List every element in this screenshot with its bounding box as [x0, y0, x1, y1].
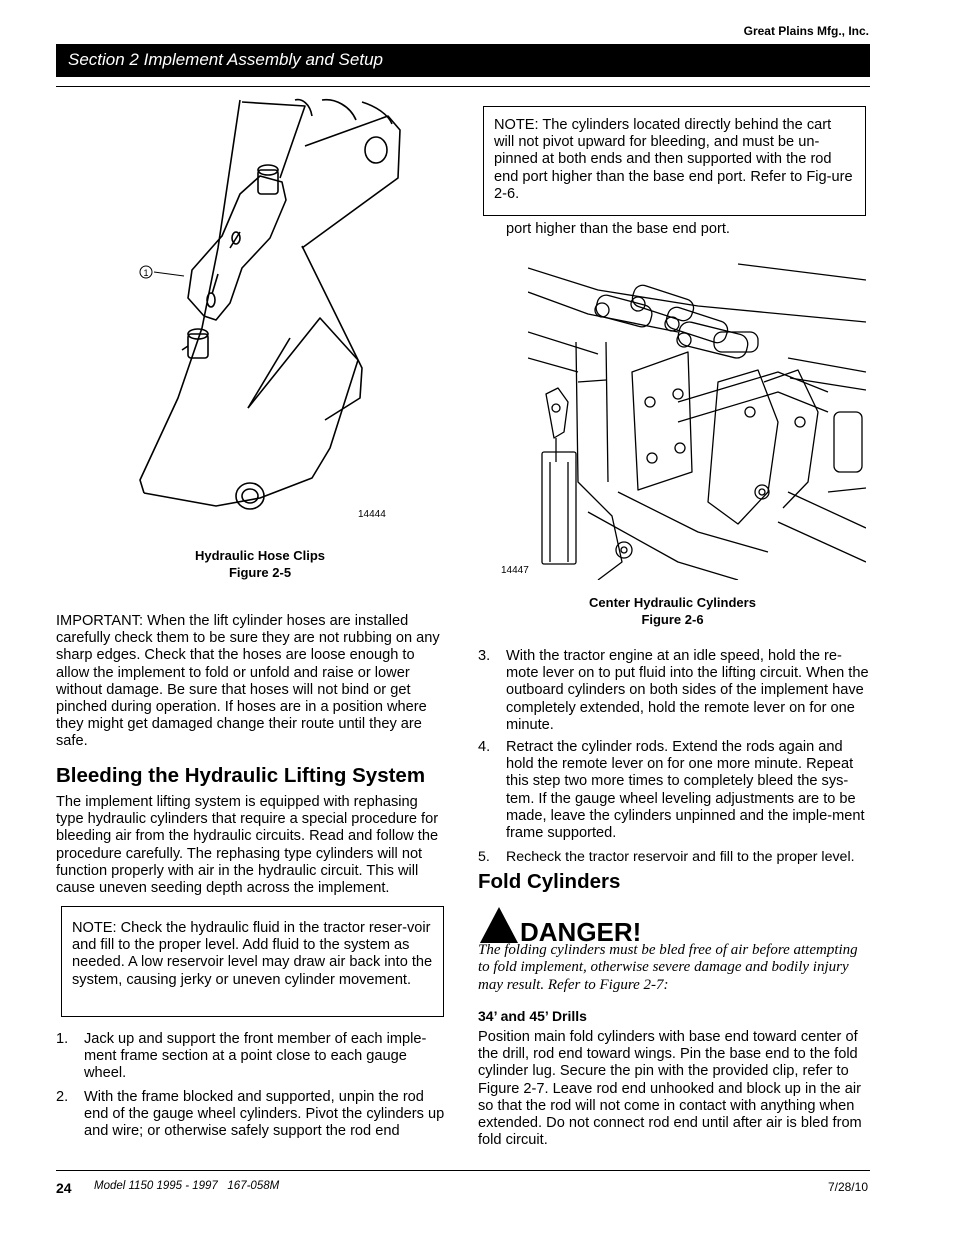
figure-caption-title: Hydraulic Hose Clips — [194, 548, 326, 563]
figure-caption-title-2: Center Hydraulic Cylinders — [589, 595, 756, 610]
reservoir-note-text: NOTE: Check the hydraulic fluid in the tractor reser-voir and fill to the proper level. Add fluid to the system as needed. A low reservoir level may draw air back into the system, causing jerky or uneven cylinder movement. — [72, 920, 433, 988]
step-item — [56, 1089, 448, 1141]
center-hydraulic-cylinders-drawing — [528, 262, 866, 580]
figure-image-number-2: 14447 — [501, 565, 529, 576]
step-text: Recheck the tractor reservoir and fill to the proper level. — [506, 849, 855, 865]
bleeding-paragraph: The implement lifting system is equipped with rephasing type hydraulic cylinders that require a special procedure for bleeding air from the hydraulic circuits. Read and follow the procedure carefully. The rephasing type cylinders will not function properly with air in the hydraulic circuit. This will cause uneven seeding depth across the implement. — [56, 794, 439, 897]
step-text: With the tractor engine at an idle speed, hold the re-mote lever on to put fluid into the lifting circuit. When the outboard cylinders on both sides of the implement have completely extended, hold the remote lever on for one minute. — [506, 648, 869, 733]
figure-image-number: 14444 — [358, 509, 386, 520]
step-number: 4. — [478, 739, 491, 755]
company-name: Great Plains Mfg., Inc. — [743, 24, 869, 38]
important-paragraph: IMPORTANT: When the lift cylinder hoses are installed carefully check them to be sure they are not rubbing on any sharp edges. Check that the hoses are loose enough to allow the implement to fold or unfold and raise or lower without damage. Be sure that hoses will not bind or get pinched during operation. If hoses are in a position where they might get damaged change their route until they are safe. — [56, 613, 440, 750]
danger-text: The folding cylinders must be bled free of air before attempting to fold implement, otherwise severe damage and bodily injury may result. Refer to Figure 2-7: — [478, 942, 858, 993]
step-number: 1. — [56, 1031, 69, 1047]
callout-number: 1 — [143, 268, 149, 278]
figure-caption-number: Figure 2-5 — [228, 565, 292, 580]
figure-caption-number-2: Figure 2-6 — [641, 612, 704, 627]
cylinder-note-text: NOTE: The cylinders located directly behind the cart will not pivot upward for bleeding, and must be un-pinned at both ends and then supported with the rod end port higher than the base end port. Refer to Fig-ure 2-6. — [494, 117, 853, 202]
fold-paragraph: Position main fold cylinders with base end toward center of the drill, rod end toward wings. Pin the base end to the fold cylinder lug. Secure the pin with the provided clip, refer to Figure 2-7. Leave rod end unhooked and block up in the air so that the rod will not come in contact with anything when extended. Do not connect rod end until after air is bled from fold circuit. — [478, 1029, 862, 1149]
step-item — [478, 648, 870, 734]
revision-date: 7/28/10 — [827, 1180, 868, 1194]
danger-label: DANGER! — [520, 917, 642, 947]
drills-subheading: 34’ and 45’ Drills — [478, 1008, 587, 1024]
header-rule — [56, 86, 870, 87]
continuation-text: port higher than the base end port. — [506, 221, 730, 237]
model-number: Model 1150 1995 - 1997 167-058M — [94, 1180, 280, 1192]
section-title: Section 2 Implement Assembly and Setup — [68, 50, 383, 69]
footer-rule — [56, 1170, 870, 1171]
step-item — [56, 1031, 448, 1083]
step-number: 3. — [478, 648, 491, 664]
reservoir-note-box — [61, 906, 444, 1017]
hydraulic-hose-clips-drawing — [130, 98, 410, 528]
figure-caption — [160, 547, 360, 581]
step-number: 2. — [56, 1089, 69, 1105]
page-number: 24 — [56, 1180, 72, 1196]
figure-caption-2 — [560, 594, 785, 628]
warning-triangle-icon — [479, 906, 519, 944]
cylinder-note-box — [483, 106, 866, 216]
step-text: Jack up and support the front member of each imple-ment frame section at a point close to each gauge wheel. — [84, 1031, 427, 1082]
bleeding-heading: Bleeding the Hydraulic Lifting System — [56, 764, 426, 787]
section-title-bar — [56, 44, 870, 77]
step-text: Retract the cylinder rods. Extend the rods again and hold the remote lever on for one more minute. Repeat this step two more times to completely bleed the sys-tem. If the gauge wheel leveling adjustments are to be made, leave the cylinders unpinned and the imple-ment frame supported. — [506, 739, 865, 842]
step-number: 5. — [478, 849, 490, 865]
step-text: With the frame blocked and supported, unpin the rod end of the gauge wheel cylinders. Pivot the cylinders up and wire; or otherwise safely support the rod end — [84, 1089, 445, 1140]
step-item — [478, 849, 878, 866]
step-item — [478, 739, 870, 842]
fold-heading: Fold Cylinders — [478, 870, 621, 893]
